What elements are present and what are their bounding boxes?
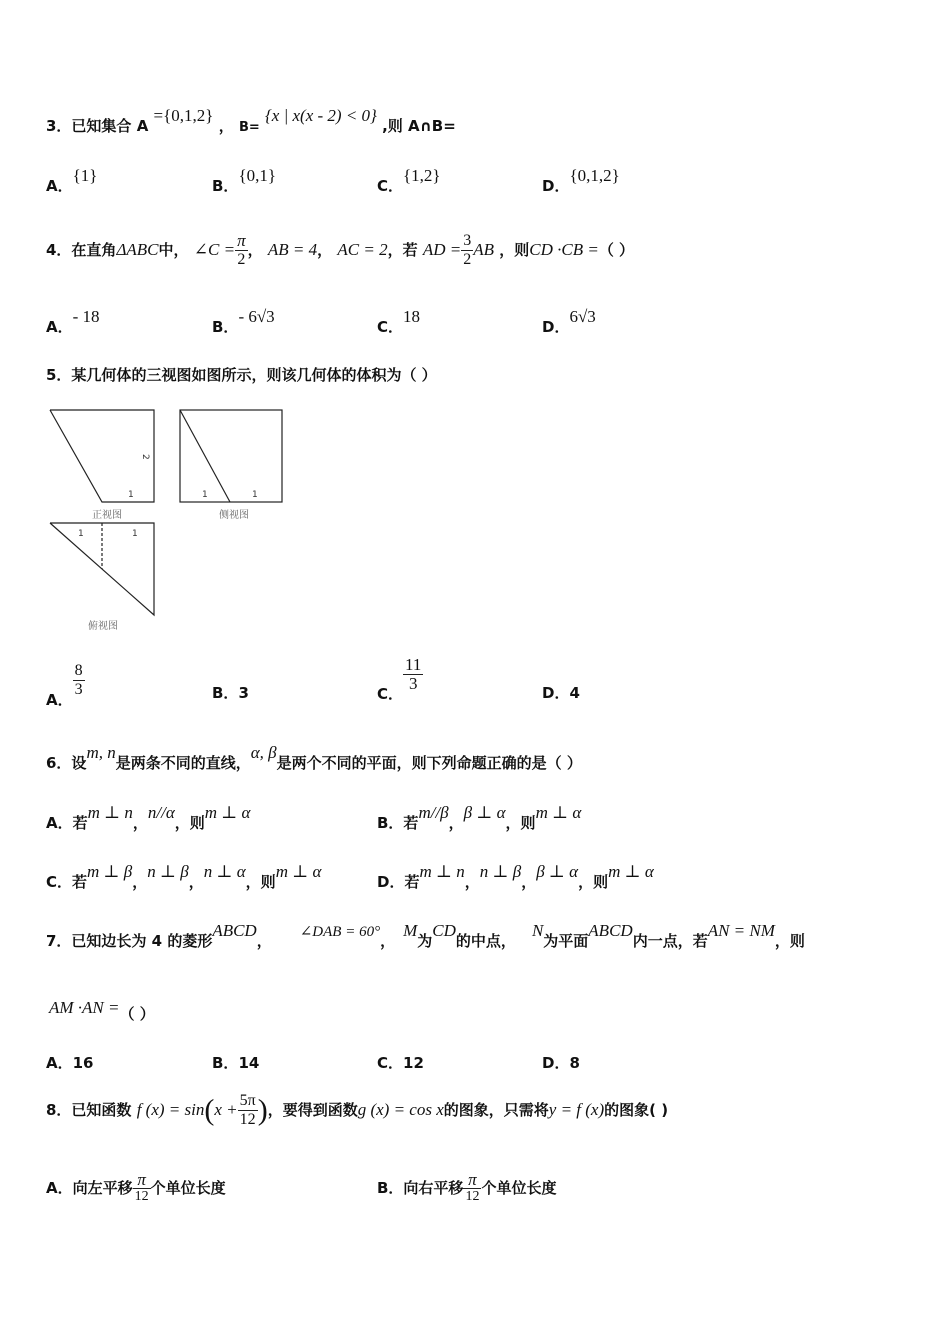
q6-stem [46, 743, 582, 773]
q4-triangle: ΔABC [116, 240, 159, 259]
premise: n//α [147, 803, 175, 822]
option-label: D．若 [377, 873, 420, 891]
option-label: C． [377, 177, 404, 195]
q6-option-c[interactable] [46, 862, 322, 892]
paren-left: ( [204, 1093, 215, 1127]
q4-text: ，则 [499, 241, 530, 259]
frac-num: π [133, 1172, 151, 1189]
q4-blank: （ ） [598, 241, 635, 259]
q4-ac: AC = 2 [337, 240, 388, 259]
conclusion: m ⊥ α [204, 803, 251, 822]
comma: ， [464, 873, 480, 891]
then: ，则 [174, 814, 205, 832]
q8-function-y: y = f (x) [548, 1100, 605, 1119]
top-view [50, 523, 154, 615]
option-label: B． [212, 318, 239, 336]
option-fraction [73, 662, 85, 699]
q3-sep: ， [218, 117, 234, 135]
q8-function-g: g (x) = cos x [357, 1100, 444, 1119]
frac-num: π [237, 231, 246, 250]
premise: n ⊥ β [147, 862, 189, 881]
option-value: 4 [569, 684, 580, 702]
q8-option-a[interactable] [46, 1172, 226, 1205]
q7-stem [46, 921, 805, 951]
then: ，则 [505, 814, 536, 832]
then: ，则 [245, 873, 276, 891]
q4-ad: AD = [422, 240, 462, 259]
option-label: C．若 [46, 873, 88, 891]
option-label: B． [212, 1054, 239, 1072]
conclusion: m ⊥ α [275, 862, 322, 881]
q4-comma: ， [317, 241, 333, 259]
frac-den: 2 [463, 251, 472, 268]
q5-option-d[interactable] [542, 682, 580, 703]
q3-set-a: ={0,1,2} [153, 106, 214, 125]
option-label: A． [46, 318, 73, 336]
frac-num: 11 [405, 655, 422, 674]
q7-question [49, 997, 155, 1023]
q3-stem [46, 106, 456, 136]
q4-angle: ∠C = [193, 240, 236, 259]
q3-option-b[interactable] [212, 166, 277, 196]
option-label: A．若 [46, 814, 88, 832]
option-tail: 个单位长度 [481, 1179, 557, 1197]
q6-planes: α, β [250, 743, 277, 762]
conclusion: m ⊥ α [608, 862, 654, 881]
option-label: B．向右平移 [377, 1179, 464, 1197]
q4-option-b[interactable] [212, 307, 275, 337]
q7-plane: ABCD [588, 921, 633, 940]
option-label: D． [542, 1054, 570, 1072]
premise: m ⊥ n [87, 803, 133, 822]
q4-option-c[interactable] [377, 307, 421, 337]
q6-number: 6．设 [46, 754, 87, 772]
q8-text: 的图象，只需将 [443, 1101, 549, 1119]
side-view-label-right: 1 [252, 490, 258, 500]
premise: m ⊥ n [419, 862, 465, 881]
q8-number: 8．已知函数 [46, 1101, 132, 1119]
q7-expression: AM ·AN = [49, 998, 120, 1017]
option-label: A． [46, 691, 73, 709]
option-value: 14 [238, 1054, 260, 1072]
option-label: D． [542, 318, 570, 336]
front-view-label-side: 2 [140, 454, 150, 460]
q4-text: 中， [158, 241, 189, 259]
option-value: 12 [403, 1054, 424, 1072]
comma: ， [132, 814, 148, 832]
option-value: 8 [569, 1054, 580, 1072]
q6-option-d[interactable] [377, 862, 654, 892]
frac-num: 8 [74, 662, 83, 679]
q4-ab-vector: AB [473, 240, 494, 259]
frac-num: 5π [239, 1092, 256, 1109]
q7-text: 为平面 [543, 932, 589, 950]
q7-blank: （ ） [119, 1005, 155, 1023]
q5-stem: 5．某几何体的三视图如图所示，则该几何体的体积为（ ） [46, 366, 437, 384]
comma: ， [188, 873, 204, 891]
q7-point-m: M [403, 921, 418, 940]
q7-text: 为 [417, 932, 433, 950]
paren-right: ) [257, 1093, 268, 1127]
option-label: B．若 [377, 814, 419, 832]
q3-set-b-label: B= [238, 120, 260, 135]
q7-text: ，则 [774, 932, 805, 950]
q5-option-b[interactable] [212, 682, 249, 703]
comma: ， [521, 873, 537, 891]
q4-ab: AB = 4 [267, 240, 318, 259]
top-view-label-left: 1 [78, 529, 84, 539]
q4-number: 4．在直角 [46, 241, 117, 259]
comma: ， [448, 814, 464, 832]
frac-den: 3 [74, 681, 83, 698]
q6-text: 是两个不同的平面，则下列命题正确的是（ ） [276, 754, 582, 772]
option-value: 18 [403, 307, 421, 326]
option-tail: 个单位长度 [150, 1179, 226, 1197]
option-value: {1,2} [403, 166, 441, 185]
q6-option-b[interactable] [377, 803, 582, 833]
front-view-caption: 正视图 [92, 510, 122, 521]
comma: ， [256, 932, 272, 950]
option-fraction [403, 656, 423, 693]
option-fraction [463, 1172, 481, 1205]
q8-phase-fraction [238, 1092, 258, 1129]
side-view-label-left: 1 [202, 490, 208, 500]
q5-option-c[interactable] [377, 655, 423, 703]
top-view-caption: 俯视图 [88, 621, 118, 632]
q3-set-b: {x | x(x - 2) < 0} [264, 106, 377, 125]
option-label: C． [377, 1054, 404, 1072]
option-value: - 6√3 [238, 307, 275, 326]
frac-num: 3 [463, 232, 472, 249]
option-label: A．向左平移 [46, 1179, 133, 1197]
q8-stem [46, 1092, 668, 1129]
q7-condition: AN = NM [707, 921, 775, 940]
q3-option-c[interactable] [377, 166, 441, 196]
option-label: A． [46, 1054, 73, 1072]
premise: m//β [418, 803, 449, 822]
premise: n ⊥ α [203, 862, 246, 881]
q7-rhombus: ABCD [212, 921, 257, 940]
front-view [50, 410, 154, 502]
q8-text: ，要得到函数 [267, 1101, 358, 1119]
q7-option-a[interactable] [46, 1052, 93, 1073]
premise: n ⊥ β [479, 862, 522, 881]
q4-option-d[interactable] [542, 307, 596, 337]
q7-text: 内一点，若 [632, 932, 708, 950]
frac-den: 12 [239, 1111, 256, 1128]
option-value: 16 [72, 1054, 94, 1072]
q3-option-a[interactable] [46, 166, 98, 196]
comma: ， [132, 873, 148, 891]
then: ，则 [578, 873, 609, 891]
q7-point-n: N [531, 921, 544, 940]
q7-option-d[interactable] [542, 1052, 580, 1073]
frac-den: 2 [237, 251, 246, 268]
frac-den: 3 [408, 674, 418, 693]
q4-option-a[interactable] [46, 307, 100, 337]
option-label: A． [46, 177, 73, 195]
q7-option-c[interactable] [377, 1052, 424, 1073]
option-label: C． [377, 685, 404, 703]
premise: m ⊥ β [87, 862, 133, 881]
frac-den: 12 [134, 1189, 149, 1204]
option-value: 3 [238, 684, 249, 702]
q4-pi-over-2 [235, 232, 248, 269]
frac-den: 12 [465, 1189, 480, 1204]
side-view-caption: 侧视图 [219, 510, 249, 521]
q8-option-b[interactable] [377, 1172, 556, 1205]
q7-segment-cd: CD [432, 921, 456, 940]
q8-x-plus: x + [214, 1100, 238, 1119]
option-label: B． [212, 684, 239, 702]
q4-text: ，若 [387, 241, 418, 259]
q7-number: 7．已知边长为 4 的菱形 [46, 932, 213, 950]
q4-three-halves [461, 232, 473, 269]
comma: ， [380, 932, 396, 950]
premise: β ⊥ α [536, 862, 579, 881]
q7-angle: ∠DAB = 60° [299, 924, 381, 940]
q6-lines: m, n [86, 743, 116, 762]
option-fraction [133, 1172, 151, 1205]
q7-text: 的中点， [455, 932, 516, 950]
option-label: B． [212, 177, 239, 195]
three-view-figure [44, 405, 294, 635]
q3-tail: ,则 A∩B= [382, 117, 456, 135]
q4-stem [46, 232, 634, 269]
side-view [180, 410, 282, 502]
conclusion: m ⊥ α [535, 803, 582, 822]
q4-comma: ， [247, 241, 263, 259]
option-value: {0,1,2} [569, 166, 620, 185]
q7-option-b[interactable] [212, 1052, 259, 1073]
option-value: - 18 [72, 307, 100, 326]
q8-text: 的图象( ) [604, 1101, 669, 1119]
top-view-label-right: 1 [132, 529, 138, 539]
front-view-label-bottom: 1 [128, 490, 134, 500]
option-label: C． [377, 318, 404, 336]
q5-option-a[interactable] [46, 662, 85, 709]
q3-set-a-label: A [136, 117, 149, 135]
q8-function-f: f (x) = sin [136, 1100, 205, 1119]
option-value: {1} [72, 166, 98, 185]
q3-option-d[interactable] [542, 166, 620, 196]
option-value: 6√3 [569, 307, 596, 326]
q3-number: 3．已知集合 [46, 117, 132, 135]
premise: β ⊥ α [463, 803, 506, 822]
option-value: {0,1} [238, 166, 277, 185]
frac-num: π [463, 1172, 481, 1189]
option-label: D． [542, 177, 570, 195]
option-label: D． [542, 684, 570, 702]
q4-expression: CD ·CB = [529, 240, 599, 259]
q6-text: 是两条不同的直线， [115, 754, 251, 772]
q6-option-a[interactable] [46, 803, 251, 833]
